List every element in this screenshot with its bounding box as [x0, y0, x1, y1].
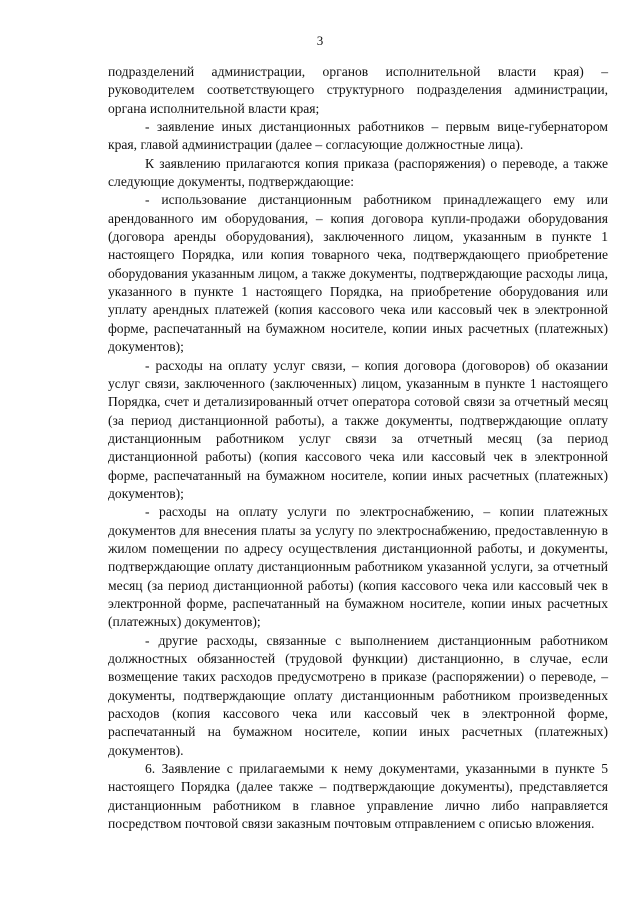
paragraph: 6. Заявление с прилагаемыми к нему документами, указанными в пункте 5 настоящего Порядка (далее также – подтверждающие документы), представляется дистанционным работником в главное управление лично либо направляется посредством почтовой связи заказным почтовым отправлением с описью вложения. — [108, 761, 608, 832]
page-number: 3 — [316, 33, 324, 48]
document-body — [108, 63, 608, 833]
paragraph: - расходы на оплату услуги по электроснабжению, – копии платежных документов для внесения платы за услугу по электроснабжению, предоставленную в жилом помещении по адресу осуществления дистанционной работы, и документы, подтверждающие оплату дистанционным работником указанной услуги, за отчетный месяц (за период дистанционной работы) (копия кассового чека или кассовый чек в электронной форме, распечатанный на бумажном носителе, копии иных расчетных (платежных) документов); — [108, 504, 608, 630]
paragraph: К заявлению прилагаются копия приказа (распоряжения) о переводе, а также следующие документы, подтверждающие: — [108, 155, 608, 190]
paragraph: подразделений администрации, органов исполнительной власти края) – руководителем соответствующего структурного подразделения администрации, органа исполнительной власти края; — [108, 64, 608, 116]
paragraph: - расходы на оплату услуг связи, – копия договора (договоров) об оказании услуг связи, заключенного (заключенных) лицом, указанным в пункте 1 настоящего Порядка, счет и детализированный отчет оператора сотовой связи за отчетный месяц (за период дистанционной работы), а также документы, подтверждающие оплату дистанционным работником услуг связи за отчетный месяц (за период дистанционной работы) (копия кассового чека или кассовый чек в электронной форме, распечатанный на бумажном носителе, копии иных расчетных (платежных) документов); — [108, 357, 608, 501]
paragraph: - другие расходы, связанные с выполнением дистанционным работником должностных обязанностей (трудовой функции) дистанционно, в случае, если возмещение таких расходов предусмотрено в приказе (распоряжении) о переводе, – документы, подтверждающие оплату дистанционным работником произведенных расходов (копия кассового чека или кассовый чек в электронной форме, распечатанный на бумажном носителе, копии иных расчетных (платежных) документов). — [108, 632, 608, 758]
paragraph: - заявление иных дистанционных работников – первым вице-губернатором края, главой администрации (далее – согласующие должностные лица). — [108, 119, 608, 153]
paragraph: - использование дистанционным работником принадлежащего ему или арендованного им оборудования, – копия договора купли-продажи оборудования (договора аренды оборудования), заключенного лицом, указанным в пункте 1 настоящего Порядка, или копия товарного чека, подтверждающего приобретение оборудования указанным лицом, а также документы, подтверждающие расходы лица, указанного в пункте 1 настоящего Порядка, на приобретение оборудования или уплату арендных платежей (копия кассового чека или кассовый чек в электронной форме, распечатанный на бумажном носителе, копии иных расчетных (платежных) документов); — [108, 192, 608, 355]
